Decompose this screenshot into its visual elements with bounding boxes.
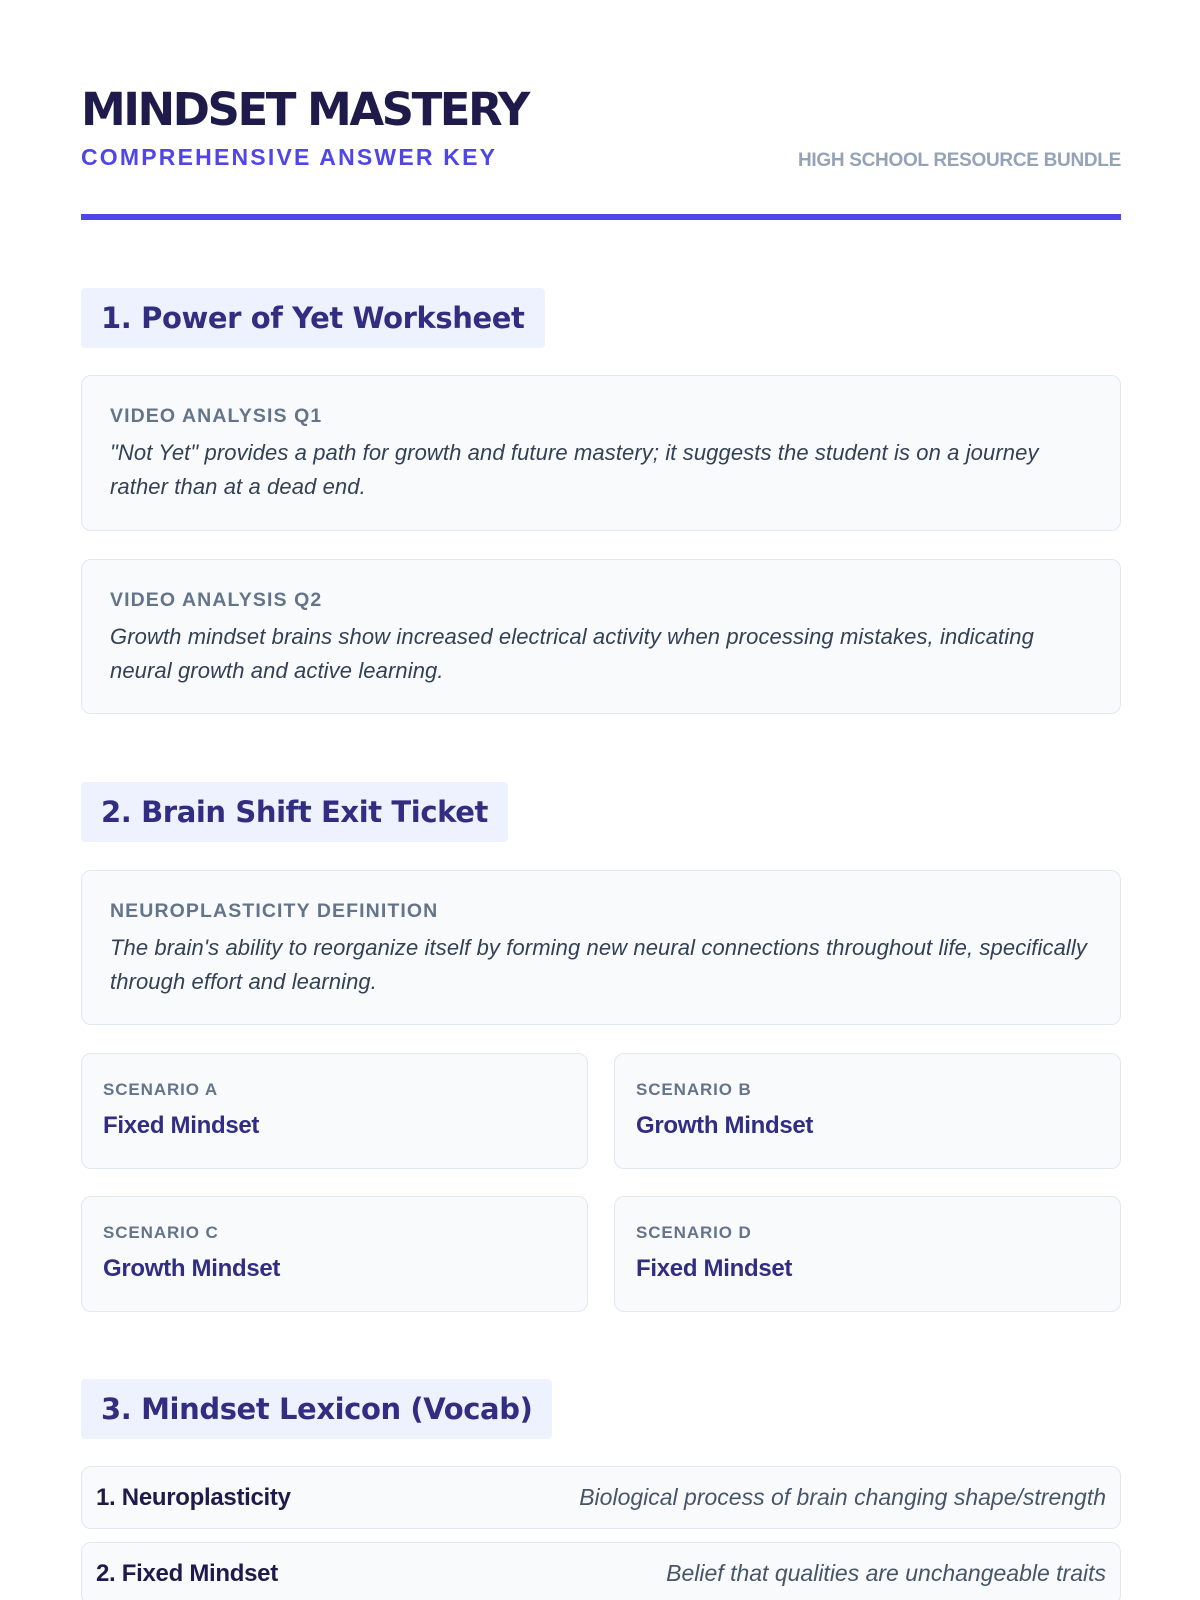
vocab-row-fixed-mindset [81,1542,1121,1600]
answer-key-page [81,0,1121,1587]
vocab-row-neuroplasticity [81,1466,1121,1529]
scenario-card-a [81,1053,588,1169]
answer-card-q1 [81,375,1121,531]
section-title-power-of-yet: 1. Power of Yet Worksheet [81,288,545,348]
scenario-label: SCENARIO A [103,1080,219,1099]
section-title-brain-shift: 2. Brain Shift Exit Ticket [81,782,508,842]
scenario-card-b [614,1053,1121,1169]
card-label: VIDEO ANALYSIS Q1 [110,405,323,427]
vocab-definition: Biological process of brain changing shape/strength [579,1484,1106,1510]
scenario-label: SCENARIO D [636,1223,752,1242]
document-subtitle: COMPREHENSIVE ANSWER KEY [81,144,498,170]
scenario-label: SCENARIO B [636,1080,752,1099]
vocab-definition: Belief that qualities are unchangeable traits [666,1560,1106,1586]
document-header [81,0,1121,222]
scenario-card-d [614,1196,1121,1312]
card-answer-text: "Not Yet" provides a path for growth and future mastery; it suggests the student is on a journey rather than at a dead end. [110,440,1039,499]
scenario-card-c [81,1196,588,1312]
scenario-answer: Growth Mindset [636,1112,814,1139]
card-label: VIDEO ANALYSIS Q2 [110,589,323,611]
section-title-lexicon: 3. Mindset Lexicon (Vocab) [81,1379,552,1439]
answer-card-q2 [81,559,1121,714]
document-title: MINDSET MASTERY [81,83,528,136]
scenario-answer: Fixed Mindset [636,1255,793,1282]
bundle-label: HIGH SCHOOL RESOURCE BUNDLE [797,150,1121,171]
card-answer-text: The brain's ability to reorganize itself by forming new neural connections throughout life, specifically through effort and learning. [110,935,1087,994]
vocab-term: 2. Fixed Mindset [96,1559,278,1587]
answer-card-neuroplasticity [81,870,1121,1025]
scenario-label: SCENARIO C [103,1223,219,1242]
header-divider [81,214,1121,220]
scenario-answer: Fixed Mindset [103,1112,260,1139]
card-answer-text: Growth mindset brains show increased electrical activity when processing mistakes, indicating neural growth and active learning. [110,624,1034,683]
card-label: NEUROPLASTICITY DEFINITION [110,900,439,922]
vocab-term: 1. Neuroplasticity [96,1483,291,1511]
scenario-answer: Growth Mindset [103,1255,281,1282]
